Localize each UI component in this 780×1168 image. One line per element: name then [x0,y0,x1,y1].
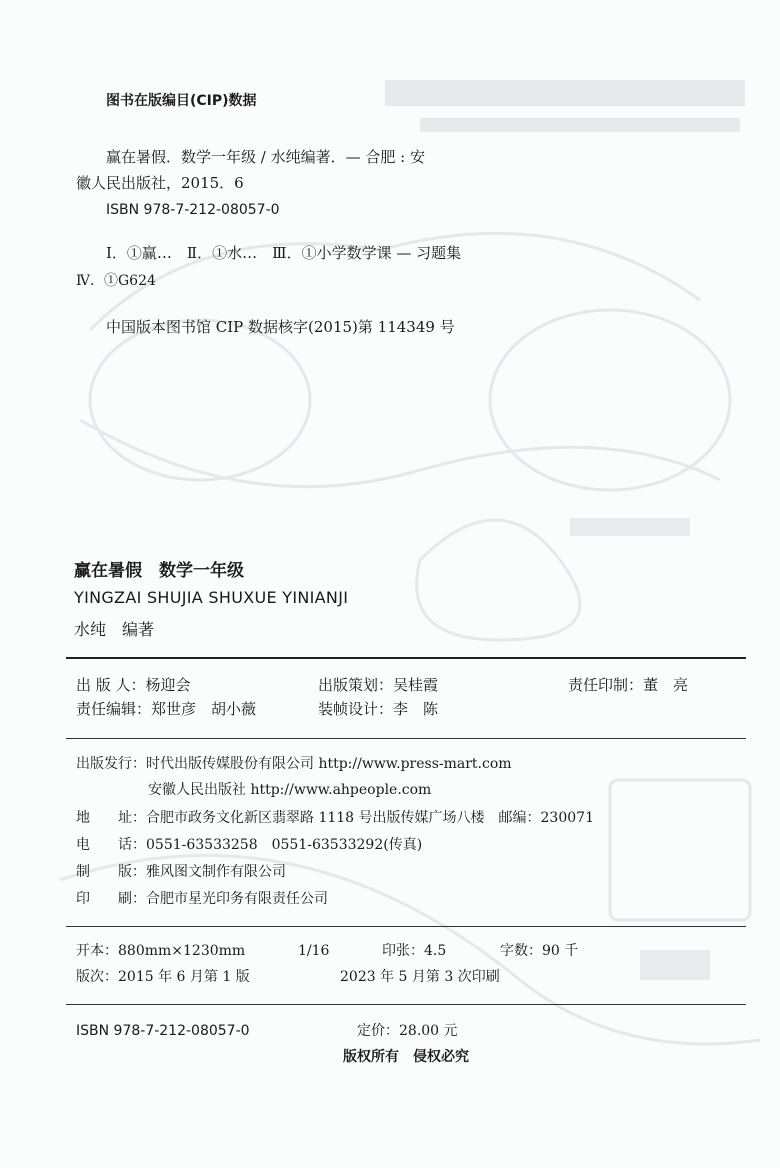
cip-classification-1: Ⅰ．①赢… Ⅱ．①水… Ⅲ．①小学数学课 — 习题集 [106,244,462,262]
cip-isbn: ISBN 978-7-212-08057-0 [106,202,280,218]
word-count: 字数：90 千 [500,943,579,959]
format-size: 开本：880mm×1230mm [76,943,246,959]
cip-line-2: 徽人民出版社，2015．6 [76,174,244,192]
phone-label: 电 [76,837,90,853]
cip-heading: 图书在版编目(CIP)数据 [106,93,257,109]
printing-number: 2023 年 5 月第 3 次印刷 [340,969,500,985]
cip-classification-2: Ⅳ．①G624 [76,273,156,289]
copyright-notice: 版权所有 侵权必究 [343,1049,469,1065]
book-title: 赢在暑假 数学一年级 [74,561,244,581]
book-author: 水纯 编著 [74,620,155,639]
divider [66,926,746,927]
printer: 刷：合肥市星光印务有限责任公司 [118,891,328,907]
publisher-person: 出 版 人：杨迎会 [76,676,191,694]
address-label: 地 [76,810,90,826]
cover-designer: 装帧设计：李 陈 [318,700,439,718]
distributor: 出版发行：时代出版传媒股份有限公司 http://www.press-mart.com [76,756,512,772]
divider [66,738,746,739]
divider [66,657,746,659]
edition: 版次：2015 年 6 月第 1 版 [76,969,250,985]
price: 定价：28.00 元 [357,1023,458,1039]
footer-isbn: ISBN 978-7-212-08057-0 [76,1023,250,1039]
responsible-editors: 责任编辑：郑世彦 胡小薇 [76,700,257,718]
cip-record-number: 中国版本图书馆 CIP 数据核字(2015)第 114349 号 [106,318,455,336]
printed-sheets: 印张：4.5 [382,943,447,959]
phone: 话：0551-63533258 0551-63533292(传真) [118,837,423,853]
cip-line-1: 赢在暑假．数学一年级 / 水纯编著．— 合肥 : 安 [106,148,425,166]
print-manager: 责任印制：董 亮 [568,676,689,694]
divider [66,1004,746,1005]
publisher: 安徽人民出版社 http://www.ahpeople.com [148,782,432,798]
format-fraction: 1/16 [298,943,330,959]
printing-label: 印 [76,891,90,907]
book-title-pinyin: YINGZAI SHUJIA SHUXUE YINIANJI [74,588,349,607]
plate-making: 版：雅风图文制作有限公司 [118,864,286,880]
address: 址：合肥市政务文化新区翡翠路 1118 号出版传媒广场八楼 邮编：230071 [118,810,594,826]
plate-making-label: 制 [76,864,90,880]
publishing-planner: 出版策划：吴桂霞 [318,676,439,694]
